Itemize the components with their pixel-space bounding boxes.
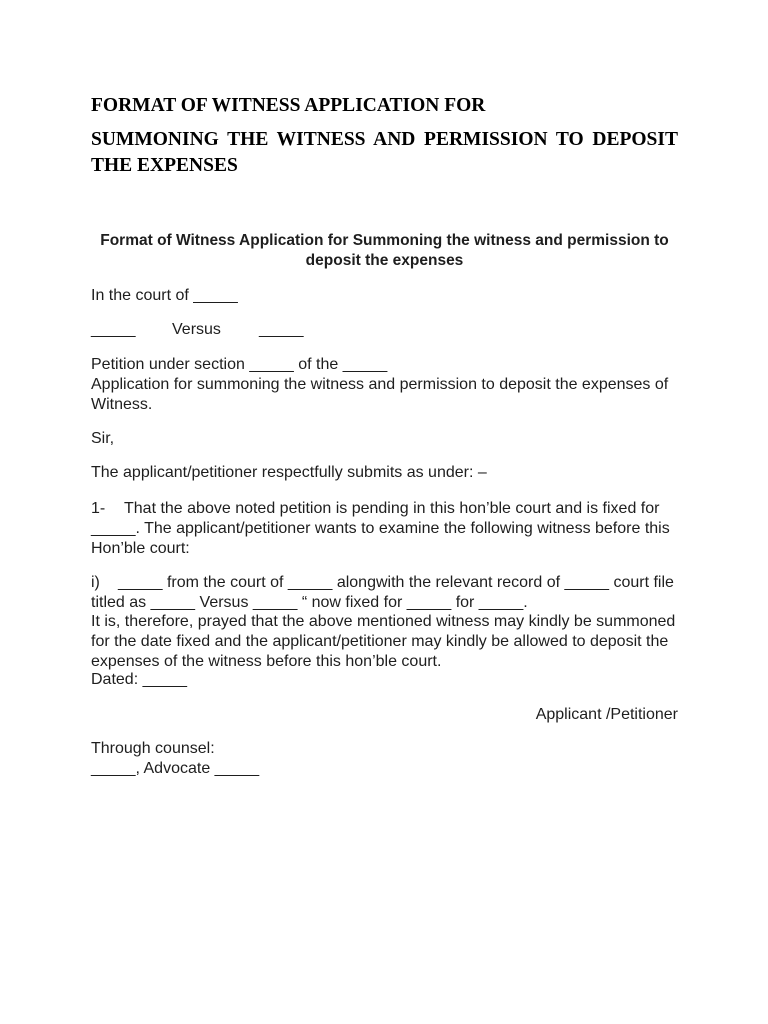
point-1-number: 1- (91, 500, 106, 517)
heading-line-2: SUMMONING THE WITNESS AND PERMISSION TO DEPOSIT THE EXPENSES (91, 129, 678, 176)
point-i-number: i) (91, 574, 100, 591)
party-left: _____ (91, 321, 136, 338)
application-line: Application for summoning the witness and permission to deposit the expenses of Witness. (91, 376, 669, 413)
submission-intro: The applicant/petitioner respectfully submits as under: – (91, 464, 487, 481)
point-i-text: _____ from the court of _____ alongwith the relevant record of _____ court file titled as _____ Versus _____ “ now fixed for _____ for _____. (91, 574, 674, 611)
versus-label: Versus (172, 321, 221, 338)
through-counsel: Through counsel: (91, 740, 215, 757)
point-i (91, 573, 681, 613)
salutation: Sir, (91, 430, 115, 447)
dated-line: Dated: _____ (91, 671, 188, 688)
prayer-paragraph: It is, therefore, prayed that the above mentioned witness may kindly be summoned for the date fixed and the applicant/petitioner may kindly be allowed to deposit the expenses of the witness before this hon’ble court. (91, 613, 676, 670)
heading-line-1: FORMAT OF WITNESS APPLICATION FOR (91, 95, 486, 116)
signature-label: Applicant /Petitioner (535, 706, 678, 723)
party-right: _____ (259, 321, 304, 338)
document-subtitle: Format of Witness Application for Summoning the witness and permission to deposit the expenses (100, 232, 669, 269)
versus-row (91, 320, 691, 340)
petition-line: Petition under section _____ of the _____ (91, 356, 388, 373)
advocate-line: _____, Advocate _____ (91, 760, 260, 777)
point-1-text: That the above noted petition is pending in this hon’ble court and is fixed for _____. The applicant/petitioner wants to examine the following witness before this Hon’ble court: (91, 500, 670, 557)
point-1 (91, 499, 681, 559)
court-line: In the court of _____ (91, 287, 238, 304)
